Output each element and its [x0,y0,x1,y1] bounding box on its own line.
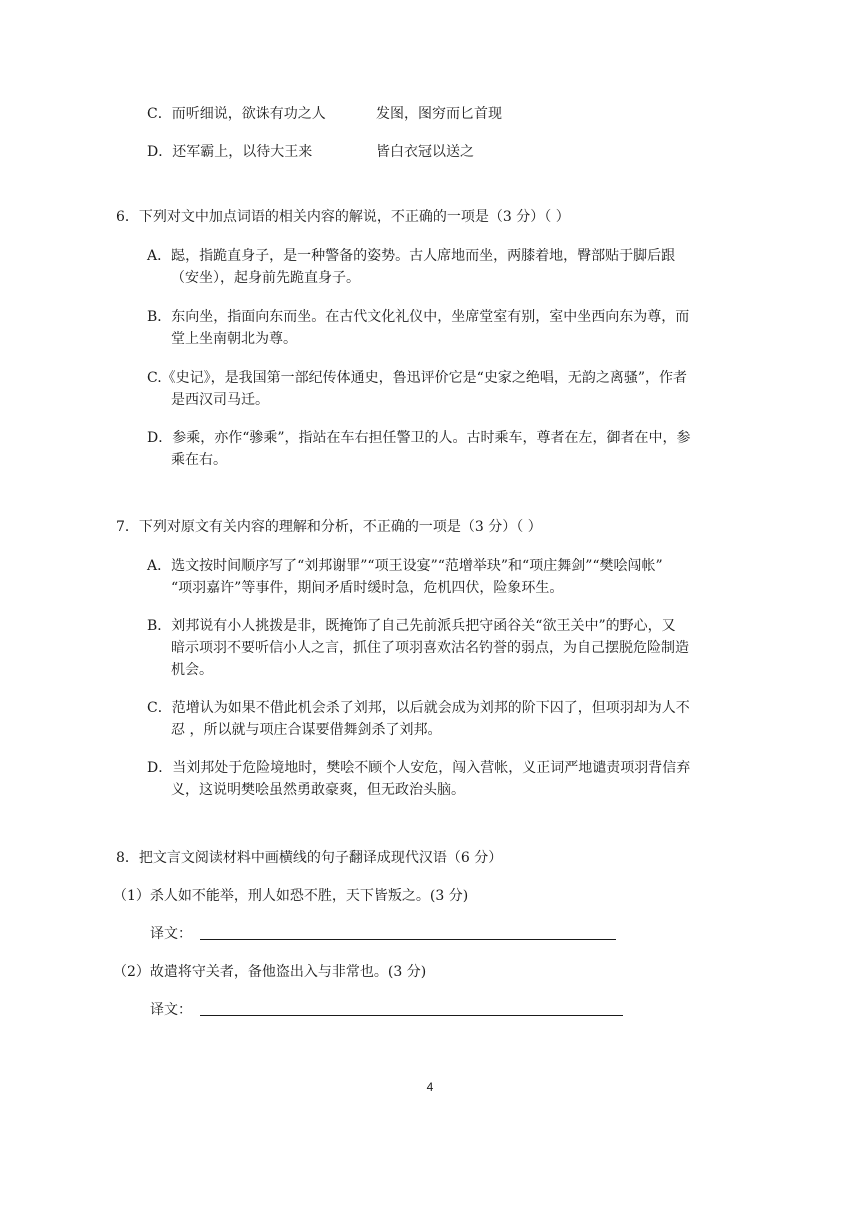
q6-option-b-line2: 堂上坐南朝北为尊。 [171,331,297,347]
q7-option-c-line1: C．范增认为如果不借此机会杀了刘邦，以后就会成为刘邦的阶下囚了，但项羽却为人不 [147,700,690,716]
q5-option-d-right: 皆白衣冠以送之 [376,144,474,160]
q8-answer-2-label: 译文： [150,1002,192,1018]
q8-stem: 8．把文言文阅读材料中画横线的句子翻译成现代汉语（6 分） [116,850,503,866]
q8-answer-1-label: 译文： [150,926,192,942]
q5-option-c-right: 发图，图穷而匕首现 [376,106,502,122]
q7-stem: 7．下列对原文有关内容的理解和分析，不正确的一项是（3 分）（ ） [116,519,542,535]
q6-option-d-line1: D．参乘，亦作“骖乘”，指站在车右担任警卫的人。古时乘车，尊者在左，御者在中，参 [147,430,691,446]
q7-option-a-line1: A．选文按时间顺序写了“刘邦谢罪”“项王设宴”“范增举玦”和“项庄舞剑”“樊哙闯帐” [147,558,663,574]
q8-answer-1-line[interactable] [200,939,616,940]
q7-option-b-line3: 机会。 [171,662,213,678]
q5-option-c: C．而听细说，欲诛有功之人 [147,106,326,122]
q5-option-d: D．还军霸上，以待大王来 [147,144,313,160]
q6-option-d-line2: 乘在右。 [171,452,227,468]
q8-sentence-1: （1）杀人如不能举，刑人如恐不胜，天下皆叛之。(3 分) [113,888,469,904]
q6-option-c-line1: C.《史记》，是我国第一部纪传体通史，鲁迅评价它是“史家之绝唱，无韵之离骚”，作者 [147,370,687,386]
q8-sentence-2: （2）故遣将守关者，备他盗出入与非常也。(3 分) [113,964,427,980]
q7-option-c-line2: 忍 ，所以就与项庄合谋要借舞剑杀了刘邦。 [171,722,442,738]
q7-option-b-line2: 暗示项羽不要听信小人之言，抓住了项羽喜欢沽名钓誉的弱点，为自己摆脱危险制造 [171,640,689,656]
page-number: 4 [426,1080,434,1094]
q6-option-a-line1: A．跽，指跪直身子，是一种警备的姿势。古人席地而坐，两膝着地，臀部贴于脚后跟 [147,248,676,264]
q8-answer-2-line[interactable] [200,1015,623,1016]
q7-option-a-line2: “项羽嘉许”等事件，期间矛盾时缓时急，危机四伏，险象环生。 [171,580,564,596]
q7-option-b-line1: B．刘邦说有小人挑拨是非，既掩饰了自己先前派兵把守函谷关“欲王关中”的野心，又 [147,618,676,634]
q6-option-b-line1: B．东向坐，指面向东而坐。在古代文化礼仪中，坐席堂室有别，室中坐西向东为尊，而 [147,309,690,325]
q7-option-d-line1: D．当刘邦处于危险境地时，樊哙不顾个人安危，闯入营帐，义正词严地谴责项羽背信弃 [147,760,691,776]
q7-option-d-line2: 义，这说明樊哙虽然勇敢豪爽，但无政治头脑。 [171,782,465,798]
q6-option-c-line2: 是西汉司马迁。 [171,392,269,408]
q6-stem: 6．下列对文中加点词语的相关内容的解说，不正确的一项是（3 分）（ ） [116,209,570,225]
q6-option-a-line2: （安坐），起身前先跪直身子。 [171,270,360,286]
